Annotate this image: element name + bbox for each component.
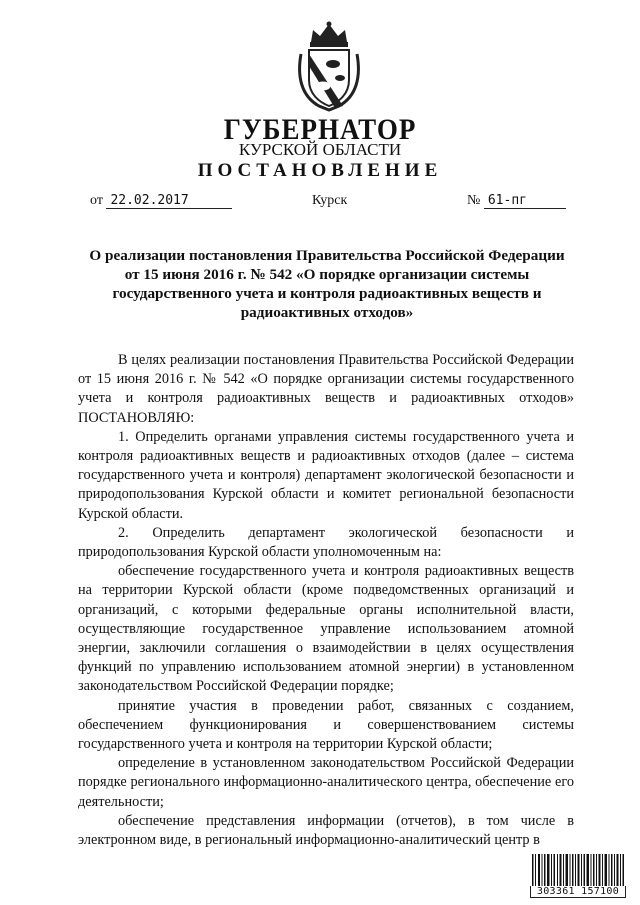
paragraph: определение в установленном законодательством Российской Федерации порядке регионального информационно-аналитического центра, обеспечение его деятельности; (78, 755, 574, 810)
kursk-coat-of-arms-icon (293, 20, 365, 112)
document-number (467, 193, 566, 209)
document-subject: О реализации постановления Правительства Российской Федерации от 15 июня 2016 г. № 542 «О порядке организации системы государственного учета и контроля радиоактивных веществ и радиоактивных отходов» (89, 247, 565, 321)
document-date (90, 193, 232, 209)
barcode-icon (530, 854, 626, 886)
paragraph: обеспечение представления информации (отчетов), в том числе в электронном виде, в региональный информационно-аналитический центр в (78, 812, 574, 849)
paragraph: 2. Определить департамент экологической безопасности и природопользования Курской области уполномоченным на: (78, 524, 574, 561)
date-value: 22.02.2017 (106, 194, 232, 209)
document-city: Курск (312, 193, 348, 208)
document-body (78, 351, 574, 850)
number-value: 61-пг (484, 194, 566, 209)
number-label: № (467, 193, 481, 208)
paragraph: 1. Определить органами управления системы государственного учета и контроля радиоактивных веществ и радиоактивных отходов (далее – система государственного учета и контроля) департамент экологической безопасности и природопользования Курской области и комитет региональной безопасности Курской области. (78, 428, 574, 522)
barcode-number: 303361 157100 (530, 886, 626, 898)
date-label: от (90, 193, 103, 208)
paragraph: В целях реализации постановления Правительства Российской Федерации от 15 июня 2016 г. № 542 «О порядке организации системы государственного учета и контроля радиоактивных веществ и радиоактивных отходов» ПОСТАНОВЛЯЮ: (78, 352, 574, 426)
barcode (530, 854, 626, 898)
governor-title: ГУБЕРНАТОР (223, 112, 417, 146)
paragraph: принятие участия в проведении работ, связанных с созданием, обеспечением функционирования и совершенствованием системы государственного учета и контроля на территории Курской области; (78, 697, 574, 753)
region-name: КУРСКОЙ ОБЛАСТИ (238, 140, 402, 159)
paragraph: обеспечение государственного учета и контроля радиоактивных веществ на территории Курской области (кроме подведомственных организаций и организаций, с которыми федеральные органы исполнительной власти, осуществляющие государственное управление использованием атомной энергии, заключили соглашения о взаимодействии в целях осуществления функций по управлению использованием атомной энергии) в установленном законодательством Российской Федерации порядке; (78, 563, 574, 695)
document-type: ПОСТАНОВЛЕНИЕ (197, 160, 443, 181)
